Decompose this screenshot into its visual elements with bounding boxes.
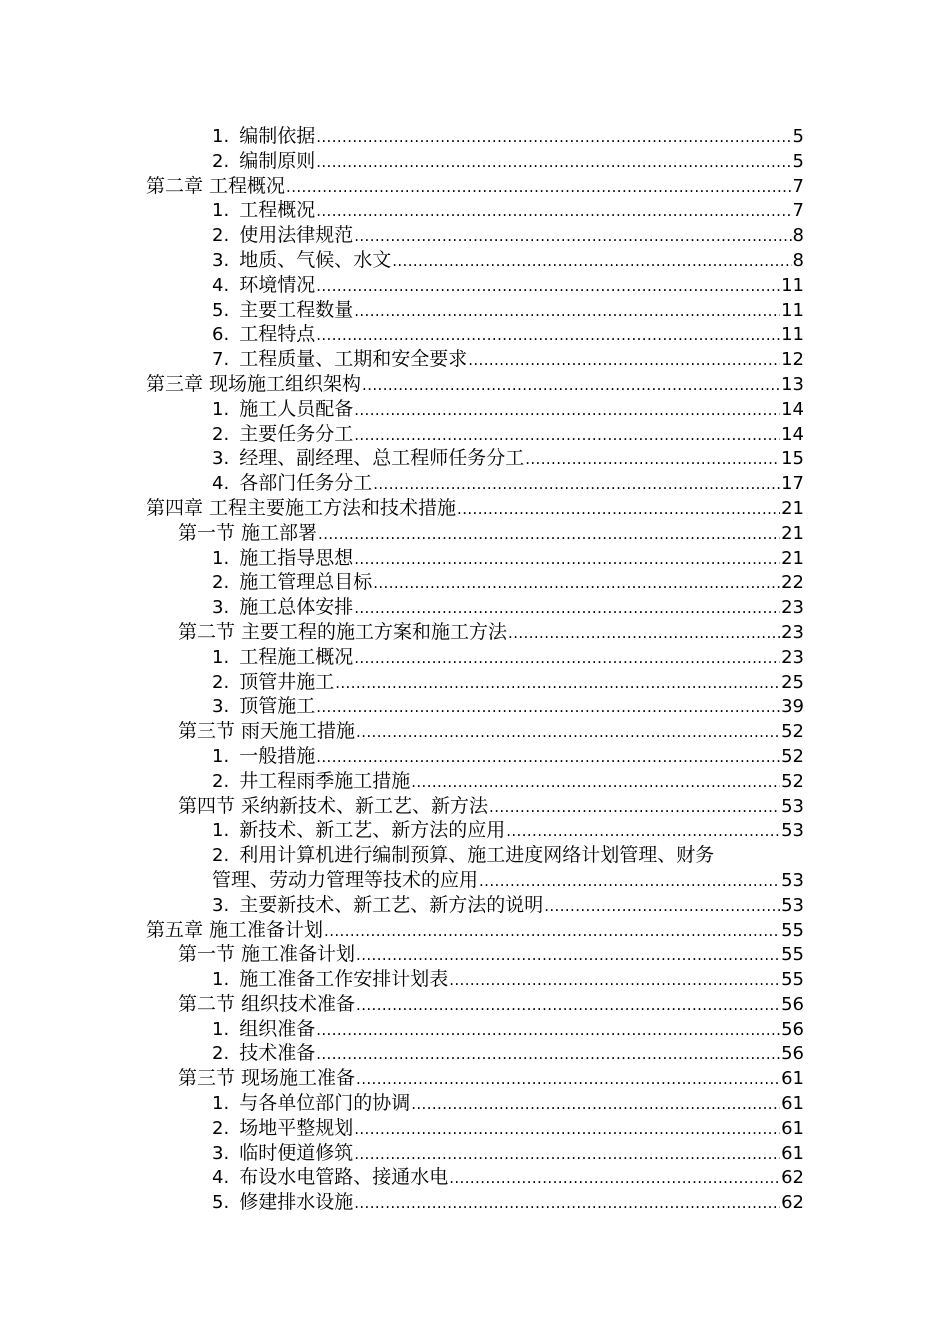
- toc-section-entry[interactable]: [0, 620, 950, 645]
- toc-dot-leader: [354, 1117, 780, 1142]
- toc-entry-line: [178, 719, 804, 745]
- toc-item-entry[interactable]: [0, 818, 950, 843]
- toc-dot-leader: [354, 299, 780, 324]
- toc-item-entry[interactable]: [0, 1017, 950, 1042]
- toc-entry-title: 场地平整规划: [239, 1116, 354, 1139]
- toc-entry-title: 第三节 现场施工准备: [178, 1067, 356, 1090]
- toc-entry-number: 2.: [212, 150, 230, 172]
- toc-entry-line: [212, 546, 804, 572]
- toc-dot-leader: [506, 819, 780, 844]
- toc-page-number: 13: [781, 373, 804, 395]
- toc-entry-line: [212, 1116, 804, 1142]
- toc-page-number: 53: [781, 820, 804, 842]
- toc-entry-title: 编制依据: [239, 125, 316, 147]
- toc-chapter-entry[interactable]: [0, 496, 950, 521]
- toc-entry-number: 1.: [212, 126, 230, 147]
- toc-dot-leader: [411, 770, 780, 795]
- toc-entry-number: 3.: [212, 1142, 230, 1164]
- toc-dot-leader: [525, 447, 780, 472]
- toc-entry-line: [212, 273, 804, 299]
- toc-entry-line: [178, 1066, 804, 1092]
- toc-entry-title: 组织准备: [239, 1017, 316, 1040]
- toc-entry-line: [212, 744, 804, 770]
- toc-entry-number: 1.: [212, 820, 230, 842]
- toc-entry-line: [146, 496, 804, 522]
- toc-entry-title: 地质、气候、水文: [239, 248, 392, 271]
- toc-page-number: 62: [781, 1167, 804, 1189]
- toc-entry-number: 1.: [212, 1018, 230, 1040]
- toc-entry-line: [212, 422, 804, 448]
- toc-chapter-entry[interactable]: [0, 174, 950, 199]
- toc-dot-leader: [324, 919, 780, 944]
- toc-dot-leader: [354, 1191, 780, 1216]
- toc-page-number: 53: [781, 894, 804, 916]
- toc-page-number: 11: [781, 324, 804, 346]
- toc-entry-line: [212, 595, 804, 621]
- toc-entry-line: [212, 1190, 804, 1216]
- toc-dot-leader: [449, 968, 780, 993]
- toc-entry-title: 第二节 组织技术准备: [178, 992, 356, 1015]
- toc-entry-line: [178, 992, 804, 1018]
- toc-page-number: 52: [781, 721, 804, 743]
- toc-item-entry[interactable]: [0, 570, 950, 595]
- toc-page-number: 53: [781, 869, 804, 891]
- toc-entry-line: [212, 645, 804, 671]
- toc-page-number: 39: [781, 696, 804, 718]
- toc-item-entry[interactable]: [0, 595, 950, 620]
- toc-entry-title: 施工总体安排: [239, 596, 354, 619]
- toc-page-number: 61: [781, 1117, 804, 1139]
- toc-entry-number: 2.: [212, 1117, 230, 1139]
- toc-page-number: 52: [781, 770, 804, 792]
- toc-item-entry[interactable]: [0, 248, 950, 273]
- toc-dot-leader: [316, 199, 791, 224]
- toc-page-number: 14: [781, 423, 804, 445]
- toc-entry-number: 3.: [212, 448, 230, 470]
- toc-entry-number: 2.: [212, 845, 230, 867]
- toc-entry-title: 工程质量、工期和安全要求: [239, 348, 468, 371]
- toc-item-entry[interactable]: [0, 744, 950, 769]
- toc-page-number: 56: [781, 993, 804, 1015]
- toc-entry-line: [212, 570, 804, 596]
- toc-item-entry[interactable]: [0, 1116, 950, 1141]
- toc-chapter-entry[interactable]: [0, 372, 950, 397]
- toc-entry-line: [146, 174, 804, 200]
- toc-page-number: 61: [781, 1142, 804, 1164]
- toc-section-entry[interactable]: [0, 992, 950, 1017]
- toc-entry-title: 各部门任务分工: [239, 472, 373, 495]
- toc-dot-leader: [316, 323, 780, 348]
- toc-entry-number: 3.: [212, 894, 230, 916]
- toc-entry-line: [178, 620, 804, 646]
- toc-dot-leader: [392, 249, 791, 274]
- toc-entry-title: 施工人员配备: [239, 397, 354, 420]
- toc-entry-title: 编制原则: [239, 149, 316, 172]
- toc-entry-number: 3.: [212, 597, 230, 619]
- toc-entry-number: 1.: [212, 547, 230, 569]
- toc-entry-line: [212, 322, 804, 348]
- toc-page-number: 53: [781, 795, 804, 817]
- toc-dot-leader: [411, 1092, 780, 1117]
- toc-dot-leader: [354, 547, 780, 572]
- toc-dot-leader: [489, 795, 780, 820]
- toc-page-number: 8: [792, 249, 804, 271]
- toc-item-entry[interactable]: [0, 322, 950, 347]
- toc-entry-number: 4.: [212, 1167, 230, 1189]
- toc-entry-title: 经理、副经理、总工程师任务分工: [239, 447, 525, 470]
- toc-page-number: 14: [781, 398, 804, 420]
- toc-item-entry[interactable]: [0, 645, 950, 670]
- toc-entry-title: 利用计算机进行编制预算、施工进度网络计划管理、财务: [239, 844, 715, 867]
- toc-entry-line: [212, 298, 804, 324]
- toc-item-entry[interactable]: [0, 546, 950, 571]
- toc-page-number: 61: [781, 1093, 804, 1115]
- toc-entry-line: [212, 149, 804, 175]
- toc-item-entry[interactable]: [0, 298, 950, 323]
- toc-entry-line: [212, 818, 804, 844]
- toc-page-number: 25: [781, 671, 804, 693]
- toc-entry-title: 第四节 采纳新技术、新工艺、新方法: [178, 794, 489, 817]
- toc-page-number: 7: [792, 200, 804, 222]
- toc-entry-line: [212, 670, 804, 696]
- toc-entry-title: 修建排水设施: [239, 1191, 354, 1214]
- toc-section-entry[interactable]: [0, 942, 950, 967]
- toc-page-number: 12: [781, 349, 804, 371]
- toc-item-entry[interactable]: [0, 893, 950, 918]
- toc-entry-title: 管理、劳动力管理等技术的应用: [212, 868, 479, 891]
- toc-entry-number: 1.: [212, 398, 230, 420]
- toc-page-number: 62: [781, 1192, 804, 1214]
- toc-page-number: 21: [781, 547, 804, 569]
- toc-dot-leader: [457, 497, 780, 522]
- toc-entry-title: 施工管理总目标: [239, 571, 373, 594]
- toc-entry-line: [178, 794, 804, 820]
- toc-entry-number: 2.: [212, 671, 230, 693]
- toc-entry-line: [178, 942, 804, 968]
- toc-entry-title: 井工程雨季施工措施: [239, 769, 411, 792]
- toc-item-entry[interactable]: [0, 223, 950, 248]
- toc-page-number: 23: [781, 597, 804, 619]
- toc-entry-title: 主要新技术、新工艺、新方法的说明: [239, 893, 544, 916]
- toc-entry-line: [212, 1017, 804, 1043]
- toc-item-entry[interactable]: [0, 347, 950, 372]
- toc-item-entry[interactable]: [0, 694, 950, 719]
- table-of-contents: [0, 124, 950, 1215]
- toc-item-entry[interactable]: [0, 471, 950, 496]
- toc-page-number: 55: [781, 969, 804, 991]
- toc-dot-leader: [354, 398, 780, 423]
- toc-dot-leader: [335, 671, 780, 696]
- toc-entry-number: 7.: [212, 349, 230, 371]
- toc-entry-line: [146, 918, 804, 944]
- toc-dot-leader: [316, 1042, 780, 1067]
- toc-dot-leader: [316, 150, 791, 175]
- toc-section-entry[interactable]: [0, 719, 950, 744]
- toc-item-entry[interactable]: [0, 422, 950, 447]
- toc-item-entry[interactable]: [0, 769, 950, 794]
- toc-dot-leader: [356, 943, 780, 968]
- toc-entry-title: 施工准备工作安排计划表: [239, 968, 449, 991]
- toc-entry-number: 1.: [212, 646, 230, 668]
- toc-entry-title: 施工指导思想: [239, 546, 354, 569]
- toc-chapter-entry[interactable]: [0, 918, 950, 943]
- toc-entry-number: 1.: [212, 1093, 230, 1115]
- toc-item-entry[interactable]: [0, 397, 950, 422]
- toc-page-number: 23: [781, 646, 804, 668]
- toc-dot-leader: [316, 745, 780, 770]
- toc-dot-leader: [316, 1018, 780, 1043]
- toc-entry-title: 环境情况: [239, 273, 316, 296]
- toc-page-number: 15: [781, 448, 804, 470]
- toc-entry-line: [212, 223, 804, 249]
- toc-entry-title: 一般措施: [239, 744, 316, 767]
- toc-dot-leader: [544, 894, 780, 919]
- toc-entry-title: 使用法律规范: [239, 224, 354, 247]
- toc-page-number: 8: [792, 225, 804, 247]
- toc-entry-line: [212, 694, 804, 720]
- toc-entry-line: [212, 471, 804, 497]
- toc-entry-title: 第一节 施工准备计划: [178, 943, 356, 966]
- toc-entry-line: [212, 248, 804, 274]
- toc-dot-leader: [356, 720, 780, 745]
- toc-entry-number: 2.: [212, 572, 230, 594]
- toc-entry-title: 第四章 工程主要施工方法和技术措施: [146, 496, 457, 519]
- toc-entry-title: 第三章 现场施工组织架构: [146, 372, 362, 395]
- toc-entry-number: 1.: [212, 969, 230, 991]
- toc-entry-title: 顶管施工: [239, 695, 316, 718]
- toc-page-number: 5: [792, 150, 804, 172]
- toc-item-entry[interactable]: [0, 149, 950, 174]
- toc-entry-line: [212, 967, 804, 993]
- toc-entry-number: 1.: [212, 745, 230, 767]
- toc-page-number: 5: [792, 126, 804, 147]
- toc-entry-title: 顶管井施工: [239, 670, 335, 693]
- toc-item-entry[interactable]: [0, 1041, 950, 1066]
- toc-entry-line: [212, 769, 804, 795]
- toc-entry-title: 第五章 施工准备计划: [146, 918, 324, 941]
- toc-dot-leader: [354, 1142, 780, 1167]
- toc-section-entry[interactable]: [0, 521, 950, 546]
- toc-entry-line: [212, 1141, 804, 1167]
- toc-entry-title: 工程特点: [239, 323, 316, 346]
- toc-entry-title: 第三节 雨天施工措施: [178, 720, 356, 743]
- toc-entry-title: 第二章 工程概况: [146, 174, 286, 197]
- toc-page-number: 22: [781, 572, 804, 594]
- toc-item-entry[interactable]: [0, 967, 950, 992]
- toc-entry-number: 6.: [212, 324, 230, 346]
- toc-entry-number: 3.: [212, 696, 230, 718]
- toc-entry-line: [212, 198, 804, 224]
- toc-page-number: 11: [781, 274, 804, 296]
- toc-entry-number: 2.: [212, 770, 230, 792]
- toc-entry-number: 5.: [212, 299, 230, 321]
- toc-entry-line: [212, 347, 804, 373]
- toc-entry-line: [212, 397, 804, 423]
- toc-item-entry[interactable]: [0, 273, 950, 298]
- toc-entry-number: 1.: [212, 200, 230, 222]
- toc-page-number: 56: [781, 1043, 804, 1065]
- toc-dot-leader: [316, 274, 780, 299]
- toc-dot-leader: [354, 596, 780, 621]
- toc-entry-title: 新技术、新工艺、新方法的应用: [239, 819, 506, 842]
- toc-entry-title: 工程概况: [239, 199, 316, 222]
- toc-dot-leader: [508, 621, 780, 646]
- toc-dot-leader: [354, 224, 791, 249]
- toc-page-number: 61: [781, 1068, 804, 1090]
- toc-dot-leader: [468, 348, 780, 373]
- toc-item-entry[interactable]: [0, 670, 950, 695]
- toc-dot-leader: [356, 993, 780, 1018]
- toc-entry-title: 布设水电管路、接通水电: [239, 1166, 449, 1189]
- toc-dot-leader: [356, 1067, 780, 1092]
- toc-dot-leader: [449, 1166, 780, 1191]
- toc-section-entry[interactable]: [0, 794, 950, 819]
- toc-item-entry[interactable]: [0, 124, 950, 149]
- toc-entry-number: 3.: [212, 249, 230, 271]
- toc-entry-line: [212, 893, 804, 919]
- toc-entry-title: 技术准备: [239, 1042, 316, 1065]
- toc-item-entry[interactable]: [0, 868, 950, 893]
- toc-item-entry[interactable]: [0, 1141, 950, 1166]
- toc-page-number: 55: [781, 919, 804, 941]
- toc-page-number: 23: [781, 621, 804, 643]
- toc-dot-leader: [479, 869, 780, 894]
- toc-page-number: 21: [781, 497, 804, 519]
- toc-item-entry[interactable]: [0, 1165, 950, 1190]
- toc-dot-leader: [316, 125, 791, 150]
- toc-entry-line: [212, 1165, 804, 1191]
- toc-page-number: 55: [781, 944, 804, 966]
- toc-item-entry[interactable]: [0, 1190, 950, 1215]
- toc-entry-title: 第二节 主要工程的施工方案和施工方法: [178, 620, 508, 643]
- toc-entry-title: 与各单位部门的协调: [239, 1092, 411, 1115]
- toc-entry-line: [212, 1091, 804, 1117]
- toc-entry-title: 工程施工概况: [239, 645, 354, 668]
- toc-page-number: 52: [781, 745, 804, 767]
- toc-entry-title: 主要工程数量: [239, 298, 354, 321]
- toc-page-number: 17: [781, 473, 804, 495]
- toc-entry-line: [212, 868, 804, 894]
- toc-entry-number: 2.: [212, 423, 230, 445]
- toc-entry-number: 2.: [212, 1043, 230, 1065]
- toc-entry-line: [212, 1041, 804, 1067]
- toc-dot-leader: [373, 472, 780, 497]
- toc-entry-line: [212, 124, 804, 150]
- toc-entry-title: 主要任务分工: [239, 422, 354, 445]
- toc-item-entry[interactable]: [0, 1091, 950, 1116]
- toc-entry-number: 5.: [212, 1192, 230, 1214]
- toc-dot-leader: [362, 373, 780, 398]
- toc-item-entry[interactable]: [0, 446, 950, 471]
- toc-entry-line: [178, 521, 804, 547]
- toc-section-entry[interactable]: [0, 1066, 950, 1091]
- toc-dot-leader: [373, 571, 780, 596]
- toc-entry-line: [212, 843, 804, 869]
- toc-dot-leader: [354, 423, 780, 448]
- toc-page-number: 21: [781, 522, 804, 544]
- toc-entry-title: 临时便道修筑: [239, 1141, 354, 1164]
- toc-entry-line: [212, 446, 804, 472]
- toc-entry-number: 4.: [212, 274, 230, 296]
- toc-dot-leader: [354, 646, 780, 671]
- toc-dot-leader: [286, 175, 792, 200]
- toc-item-entry[interactable]: [0, 843, 950, 868]
- toc-entry-number: 4.: [212, 473, 230, 495]
- toc-dot-leader: [318, 522, 780, 547]
- toc-page-number: 11: [781, 299, 804, 321]
- toc-item-entry[interactable]: [0, 198, 950, 223]
- toc-dot-leader: [316, 695, 780, 720]
- toc-page-number: 7: [792, 175, 804, 197]
- toc-entry-title: 第一节 施工部署: [178, 521, 318, 544]
- toc-entry-number: 2.: [212, 225, 230, 247]
- toc-page-number: 56: [781, 1018, 804, 1040]
- toc-entry-line: [146, 372, 804, 398]
